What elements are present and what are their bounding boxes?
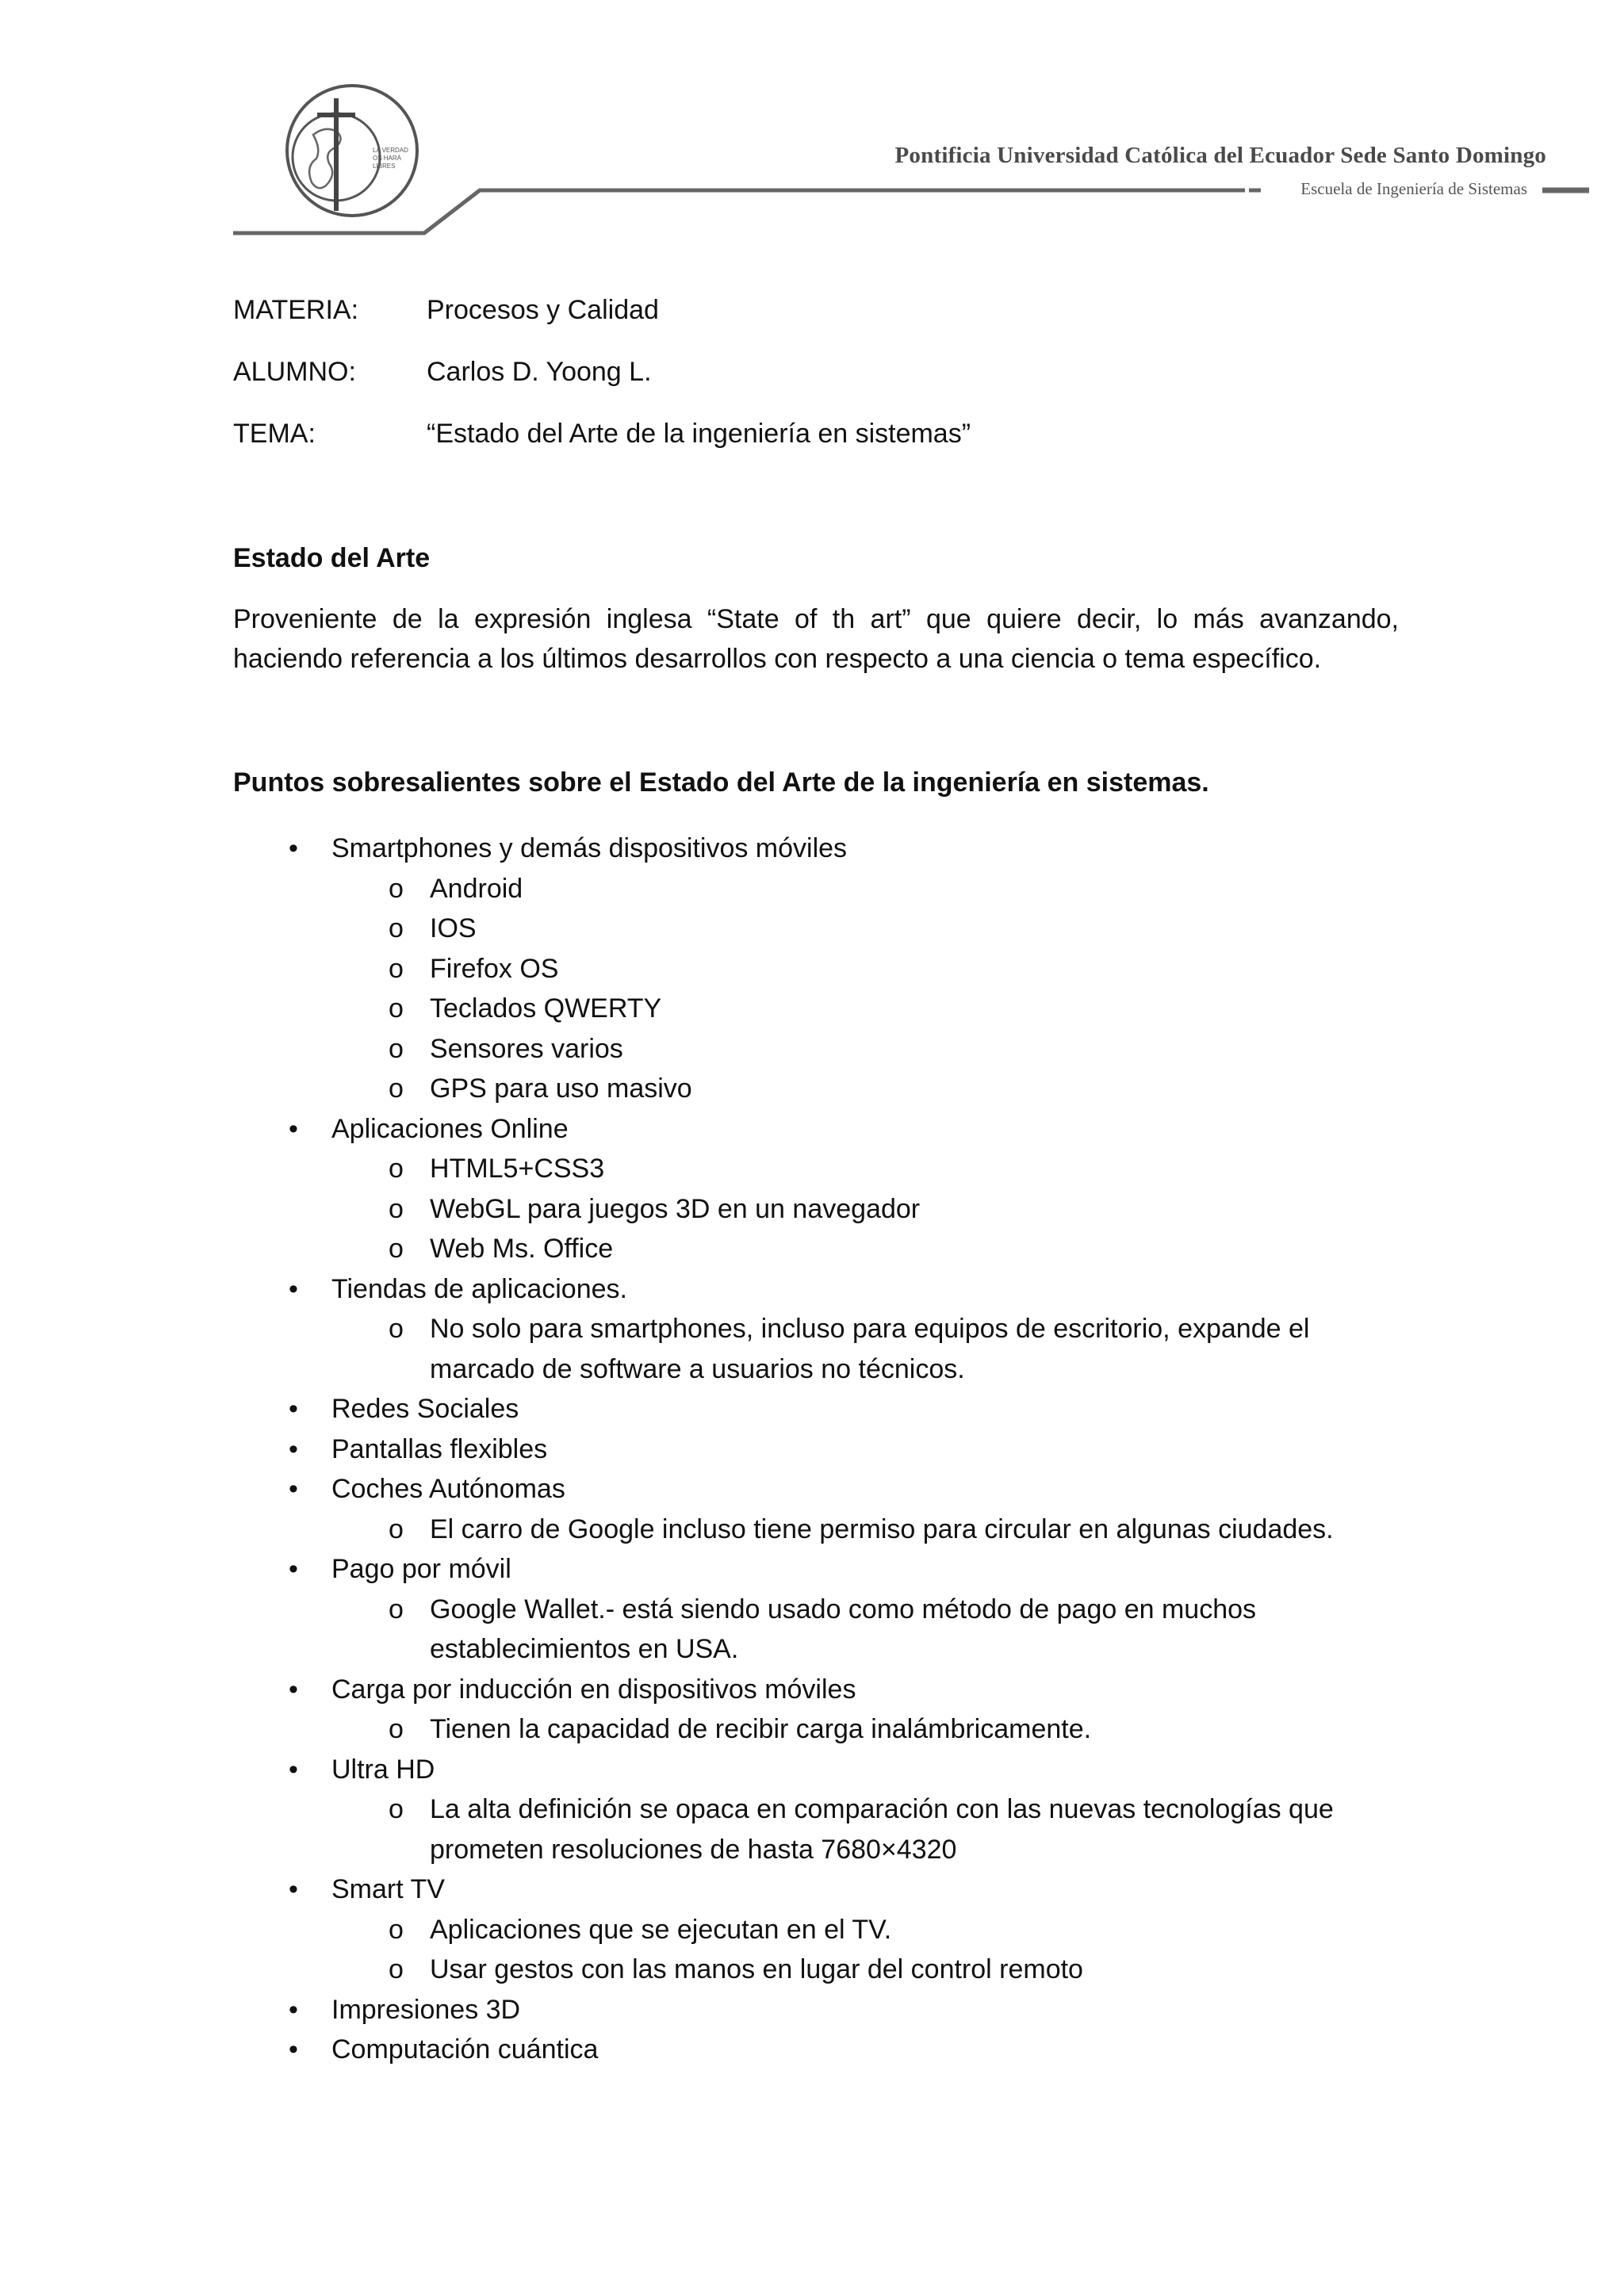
sub-bullet-icon: o [389, 993, 404, 1024]
sub-list-item [331, 1910, 1407, 1950]
sub-list-item [331, 1069, 1407, 1109]
sub-list-item-label: No solo para smartphones, incluso para equipos de escritorio, expande el marcado de software a usuarios no técnicos. [430, 1314, 1310, 1384]
sub-list-item [331, 1590, 1407, 1670]
sub-list-item [331, 1510, 1407, 1550]
sub-list-item [331, 1709, 1407, 1750]
sub-list [331, 869, 1407, 1109]
university-name: Pontificia Universidad Católica del Ecuador Sede Santo Domingo [894, 143, 1546, 168]
meta-value: Carlos D. Yoong L. [427, 357, 652, 387]
sub-bullet-icon: o [389, 1794, 404, 1824]
paragraph-line: haciendo referencia a los últimos desarrollos con respecto a una ciencia o tema específico. [233, 644, 1322, 674]
list-item-label: Ultra HD [331, 1754, 435, 1785]
bullet-icon: • [289, 1674, 298, 1705]
meta-key: ALUMNO: [233, 357, 356, 387]
definition-paragraph [233, 599, 1399, 679]
bullet-icon: • [289, 2034, 298, 2064]
sub-list-item [331, 949, 1407, 989]
meta-value: Procesos y Calidad [427, 295, 659, 325]
sub-list [331, 1709, 1407, 1750]
sub-list [331, 1789, 1407, 1869]
university-logo-icon [287, 86, 417, 216]
meta-row-tema [233, 419, 971, 480]
list-item [233, 1389, 1407, 1429]
sub-list-item-label: Sensores varios [430, 1033, 623, 1064]
sub-bullet-icon: o [389, 953, 404, 984]
bullet-icon: • [289, 1554, 298, 1584]
bullet-icon: • [289, 833, 298, 863]
sub-list-item [331, 1029, 1407, 1070]
sub-bullet-icon: o [389, 1513, 404, 1544]
meta-value: “Estado del Arte de la ingeniería en sistemas” [427, 419, 971, 449]
sub-list-item [331, 1789, 1407, 1869]
list-item [233, 1750, 1407, 1870]
sub-list-item [331, 1229, 1407, 1269]
section-title-puntos: Puntos sobresalientes sobre el Estado del Arte de la ingeniería en sistemas. [233, 767, 1209, 798]
sub-bullet-icon: o [389, 1314, 404, 1344]
sub-bullet-icon: o [389, 1594, 404, 1624]
list-item-label: Tiendas de aplicaciones. [331, 1273, 627, 1304]
sub-list-item-label: El carro de Google incluso tiene permiso para circular en algunas ciudades. [430, 1513, 1334, 1544]
sub-list-item-label: Usar gestos con las manos en lugar del control remoto [430, 1954, 1083, 1984]
sub-list-item [331, 989, 1407, 1029]
sub-bullet-icon: o [389, 1234, 404, 1264]
list-item [233, 1549, 1407, 1670]
meta-key: TEMA: [233, 419, 316, 449]
page-header [0, 0, 1624, 254]
bullet-icon: • [289, 1754, 298, 1785]
sub-list-item-label: WebGL para juegos 3D en un navegador [430, 1193, 921, 1224]
list-item [233, 828, 1407, 1109]
sub-list-item [331, 869, 1407, 909]
list-item-label: Smartphones y demás dispositivos móviles [331, 833, 848, 863]
list-item [233, 1269, 1407, 1390]
sub-list-item [331, 909, 1407, 949]
points-list [233, 828, 1407, 2070]
list-item-label: Impresiones 3D [331, 1994, 521, 2025]
sub-list-item [331, 1309, 1407, 1389]
bullet-icon: • [289, 1113, 298, 1144]
list-item [233, 1670, 1407, 1750]
sub-list-item [331, 1149, 1407, 1189]
document-meta [233, 295, 971, 480]
sub-list [331, 1590, 1407, 1670]
sub-list [331, 1510, 1407, 1550]
sub-bullet-icon: o [389, 1193, 404, 1224]
bullet-icon: • [289, 1874, 298, 1904]
sub-list-item-label: Tienen la capacidad de recibir carga inalámbricamente. [430, 1714, 1092, 1744]
sub-bullet-icon: o [389, 1033, 404, 1064]
list-item-label: Smart TV [331, 1874, 445, 1904]
sub-bullet-icon: o [389, 1914, 404, 1945]
list-item [233, 1429, 1407, 1470]
header-graphic [0, 0, 1624, 254]
sub-list-item-label: La alta definición se opaca en comparación con las nuevas tecnologías que prometen resoluciones de hasta 7680×4320 [430, 1794, 1334, 1865]
sub-bullet-icon: o [389, 1073, 404, 1104]
sub-list [331, 1910, 1407, 1990]
sub-list-item [331, 1950, 1407, 1990]
list-item-label: Redes Sociales [331, 1394, 519, 1424]
bullet-icon: • [289, 1273, 298, 1304]
sub-bullet-icon: o [389, 1714, 404, 1744]
sub-bullet-icon: o [389, 1954, 404, 1984]
list-item [233, 1469, 1407, 1549]
list-item [233, 1869, 1407, 1990]
list-item [233, 1990, 1407, 2030]
sub-list-item-label: IOS [430, 913, 477, 943]
bullet-icon: • [289, 1474, 298, 1504]
sub-list [331, 1309, 1407, 1389]
sub-list-item-label: Aplicaciones que se ejecutan en el TV. [430, 1914, 892, 1945]
bullet-icon: • [289, 1994, 298, 2025]
sub-list-item-label: Android [430, 873, 523, 904]
sub-list-item-label: Web Ms. Office [430, 1234, 614, 1264]
bullet-icon: • [289, 1433, 298, 1464]
list-item-label: Coches Autónomas [331, 1474, 565, 1504]
sub-bullet-icon: o [389, 1154, 404, 1184]
list-item-label: Pago por móvil [331, 1554, 511, 1584]
sub-bullet-icon: o [389, 873, 404, 904]
meta-key: MATERIA: [233, 295, 359, 325]
bullet-icon: • [289, 1394, 298, 1424]
list-item-label: Computación cuántica [331, 2034, 599, 2064]
sub-list-item-label: HTML5+CSS3 [430, 1154, 605, 1184]
sub-list-item [331, 1189, 1407, 1230]
list-item-label: Pantallas flexibles [331, 1433, 548, 1464]
list-item [233, 2030, 1407, 2070]
section-title-estado: Estado del Arte [233, 543, 431, 573]
meta-row-materia [233, 295, 971, 357]
paragraph-line: Proveniente de la expresión inglesa “State of th art” que quiere decir, lo más avanzando, [233, 604, 1399, 634]
list-item-label: Carga por inducción en dispositivos móviles [331, 1674, 856, 1705]
logo-text-1: LA VERDAD [373, 147, 408, 154]
list-item [233, 1109, 1407, 1269]
logo-text-2: OS HARÁ [373, 155, 402, 162]
meta-row-alumno [233, 357, 971, 419]
sub-bullet-icon: o [389, 913, 404, 943]
sub-list [331, 1149, 1407, 1269]
logo-text-3: LIBRES [373, 163, 396, 170]
sub-list-item-label: Google Wallet.- está siendo usado como método de pago en muchos establecimientos en USA. [430, 1594, 1257, 1664]
sub-list-item-label: Firefox OS [430, 953, 559, 984]
sub-list-item-label: GPS para uso masivo [430, 1073, 692, 1104]
list-item-label: Aplicaciones Online [331, 1113, 569, 1144]
school-name: Escuela de Ingeniería de Sistemas [1300, 179, 1527, 198]
sub-list-item-label: Teclados QWERTY [430, 993, 662, 1024]
